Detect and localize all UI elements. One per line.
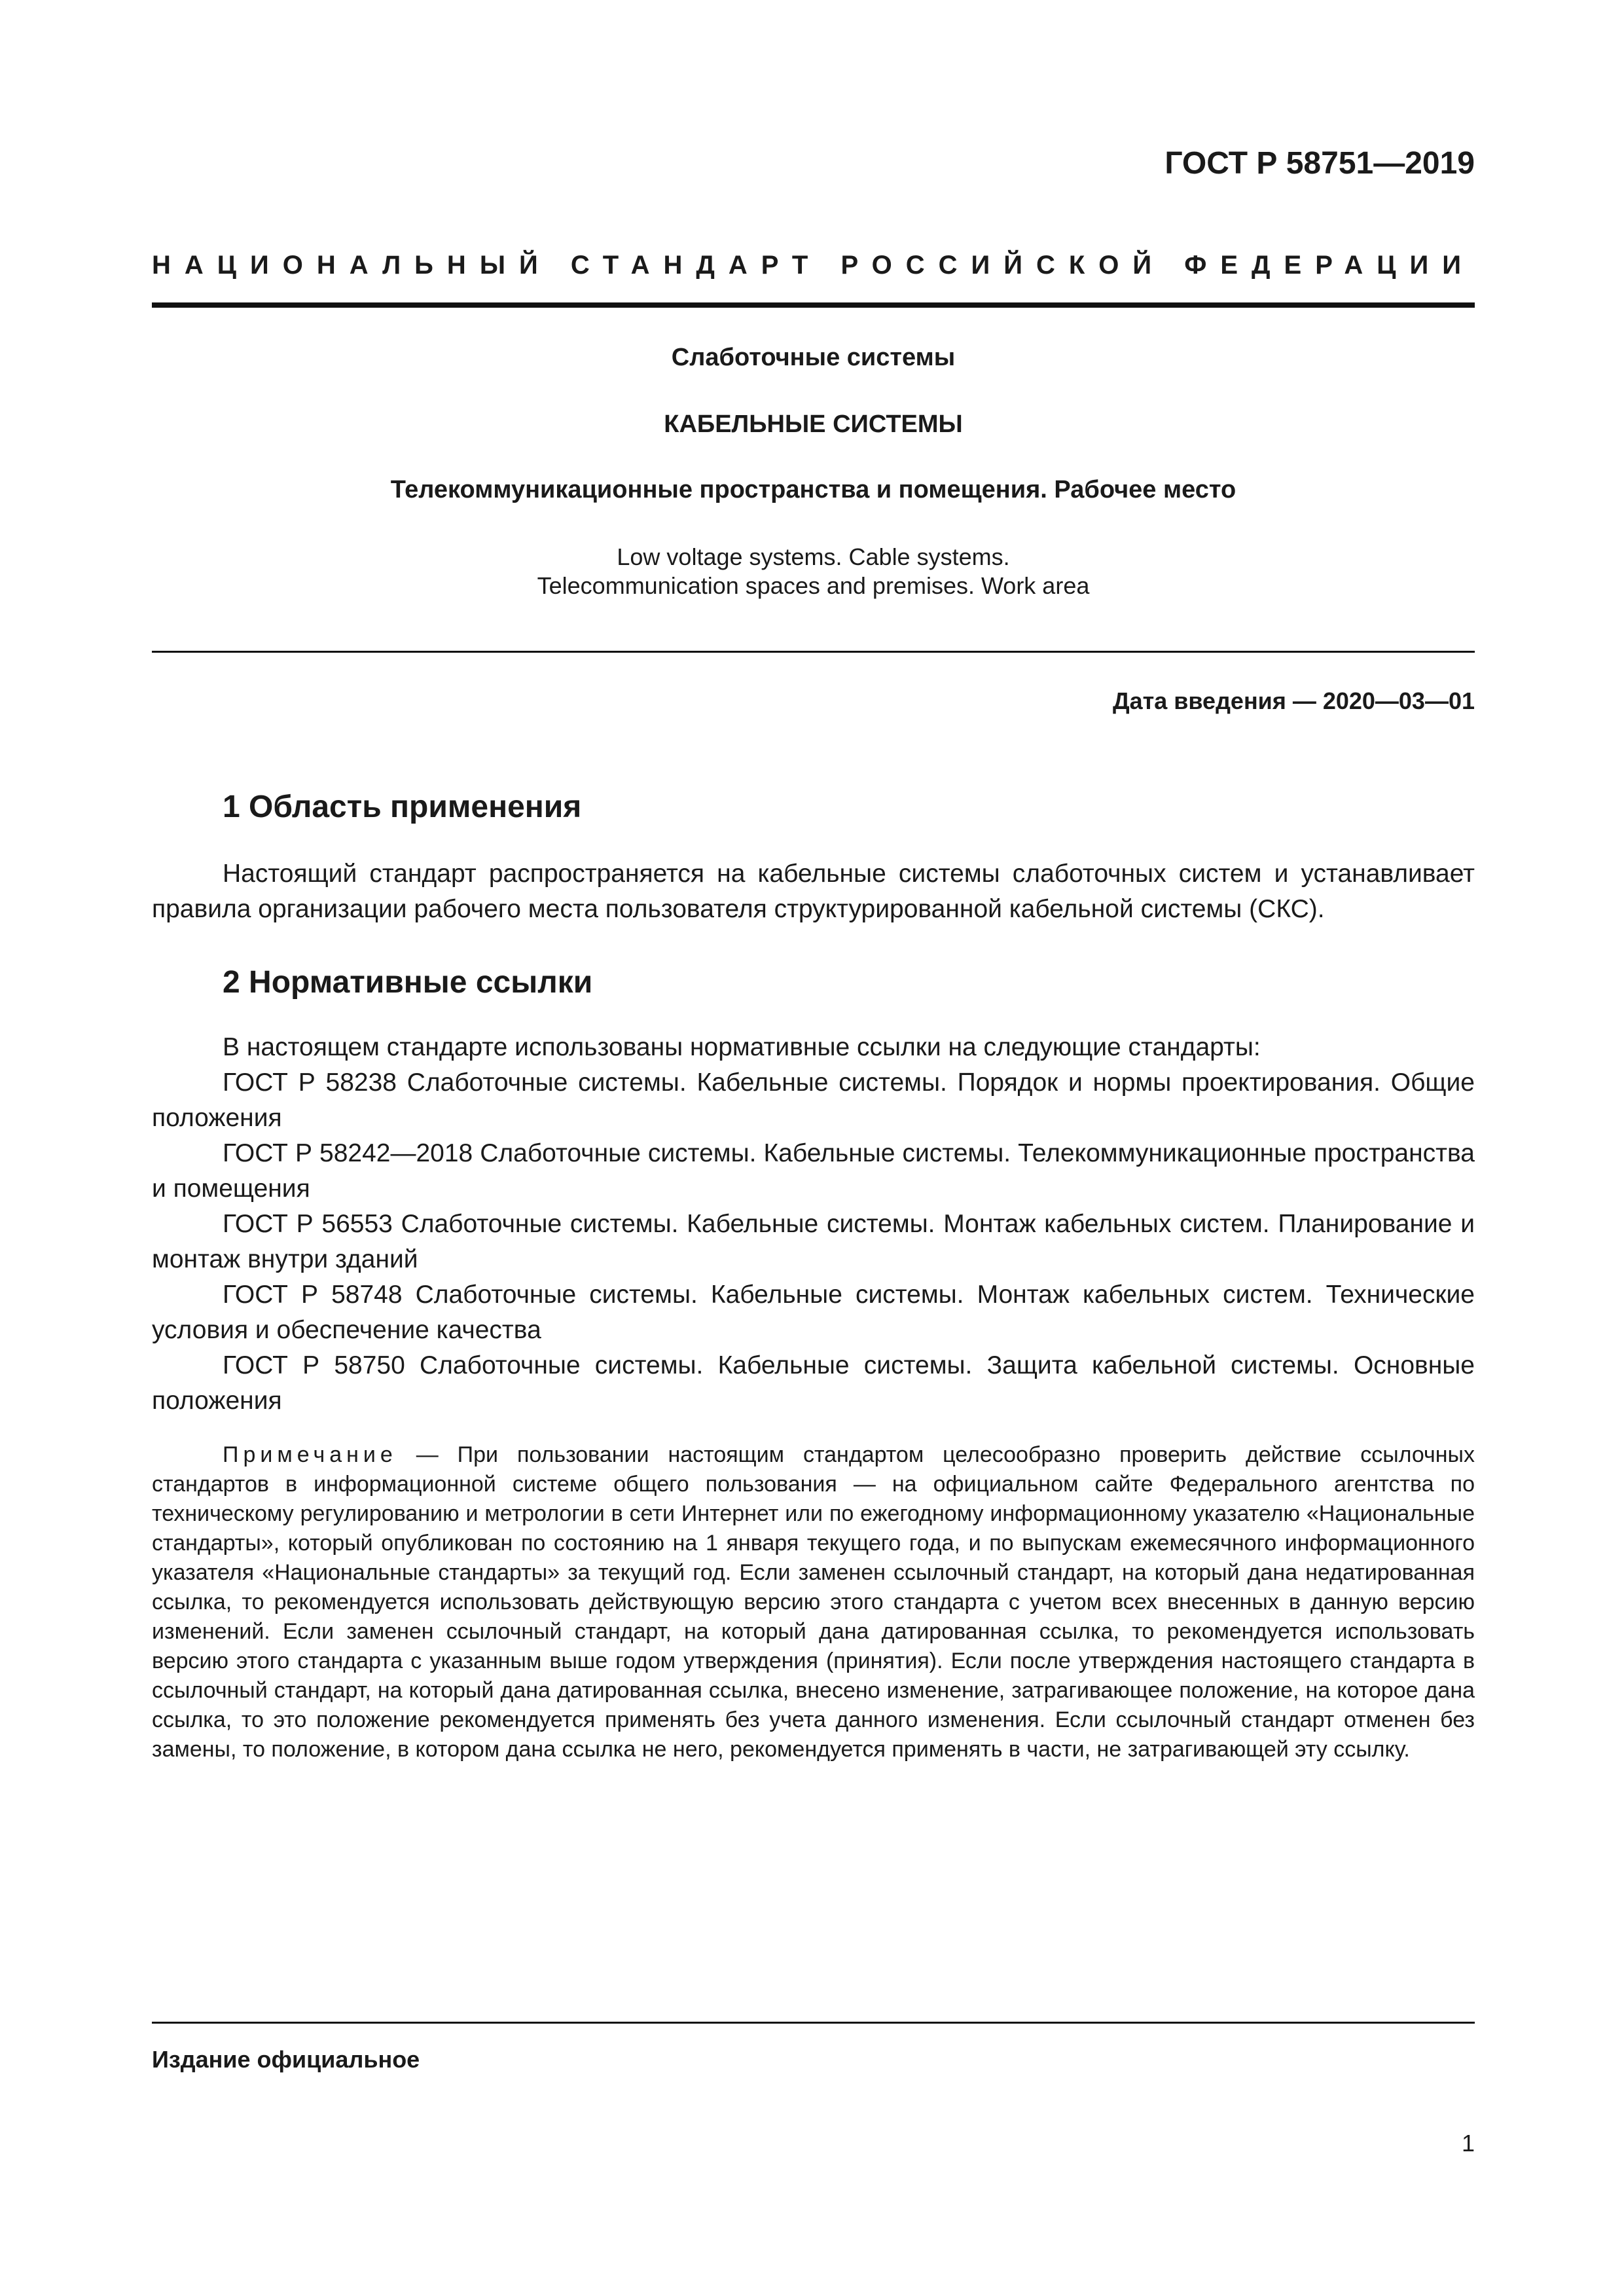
reference-item: ГОСТ Р 58238 Слаботочные системы. Кабельные системы. Порядок и нормы проектирования. Общие положения — [152, 1068, 1475, 1132]
national-word: ФЕДЕРАЦИИ — [1184, 251, 1475, 280]
reference-item: ГОСТ Р 56553 Слаботочные системы. Кабельные системы. Монтаж кабельных систем. Планирование и монтаж внутри зданий — [152, 1210, 1475, 1273]
title-rule — [152, 651, 1475, 653]
gost-number: ГОСТ Р 58751—2019 — [1164, 146, 1475, 181]
section-1-title: 1 Область применения — [223, 790, 582, 824]
page-number: 1 — [1461, 2130, 1475, 2157]
national-word: НАЦИОНАЛЬНЫЙ — [152, 251, 552, 280]
note-label: Примечание — [223, 1442, 397, 1467]
title-topic: Слаботочные системы — [671, 344, 956, 371]
national-word: СТАНДАРТ — [570, 251, 822, 280]
introduction-date: Дата введения — 2020—03—01 — [1112, 687, 1475, 714]
national-standard-heading — [152, 251, 1475, 280]
note-text: — При пользовании настоящим стандартом целесообразно проверить действие ссылочных стандартов в информационной системе общего пользования — на официальном сайте Федерального агентства по техническому регулированию и метрологии в сети Интернет или по ежегодному информационному указателю «Национальные стандарты», который опубликован по состоянию на 1 января текущего года, и по выпускам ежемесячного информационного указателя «Национальные стандарты» за текущий год. Если заменен ссылочный стандарт, на который дана недатированная ссылка, то рекомендуется использовать действующую версию этого стандарта с учетом всех внесенных в данную версию изменений. Если заменен ссылочный стандарт, на который дана датированная ссылка, то рекомендуется использовать версию этого стандарта с указанным выше годом утверждения (принятия). Если после утверждения настоящего стандарта в ссылочный стандарт, на который дана датированная ссылка, внесено изменение, затрагивающее положение, на которое дана ссылка, то это положение рекомендуется применять без учета данного изменения. Если ссылочный стандарт отменен без замены, то положение, в котором дана ссылка не него, рекомендуется применять в части, не затрагивающей эту ссылку. — [152, 1442, 1475, 1762]
official-edition-label: Издание официальное — [152, 2046, 420, 2073]
english-title-line-2: Telecommunication spaces and premises. Work area — [537, 572, 1090, 599]
section-2-title: 2 Нормативные ссылки — [223, 965, 593, 1000]
reference-item: ГОСТ Р 58242—2018 Слаботочные системы. Кабельные системы. Телекоммуникационные пространства и помещения — [152, 1139, 1475, 1203]
section-2-body — [152, 1030, 1475, 1419]
reference-item: ГОСТ Р 58750 Слаботочные системы. Кабельные системы. Защита кабельной системы. Основные положения — [152, 1351, 1475, 1415]
english-title-line-1: Low voltage systems. Cable systems. — [617, 543, 1010, 570]
national-word: РОССИЙСКОЙ — [840, 251, 1166, 280]
reference-note — [152, 1440, 1475, 1764]
reference-item: ГОСТ Р 58748 Слаботочные системы. Кабельные системы. Монтаж кабельных систем. Технические условия и обеспечение качества — [152, 1281, 1475, 1344]
section-1-paragraph: Настоящий стандарт распространяется на кабельные системы слаботочных систем и устанавливает правила организации рабочего места пользователя структурированной кабельной системы (СКС). — [152, 860, 1475, 923]
header-rule — [152, 302, 1475, 308]
footer-rule — [152, 2022, 1475, 2024]
section-1-text — [152, 856, 1475, 927]
title-subtitle: Телекоммуникационные пространства и помещения. Рабочее место — [390, 476, 1236, 503]
title-main: КАБЕЛЬНЫЕ СИСТЕМЫ — [664, 410, 963, 438]
section-2-intro: В настоящем стандарте использованы нормативные ссылки на следующие стандарты: — [223, 1033, 1261, 1061]
